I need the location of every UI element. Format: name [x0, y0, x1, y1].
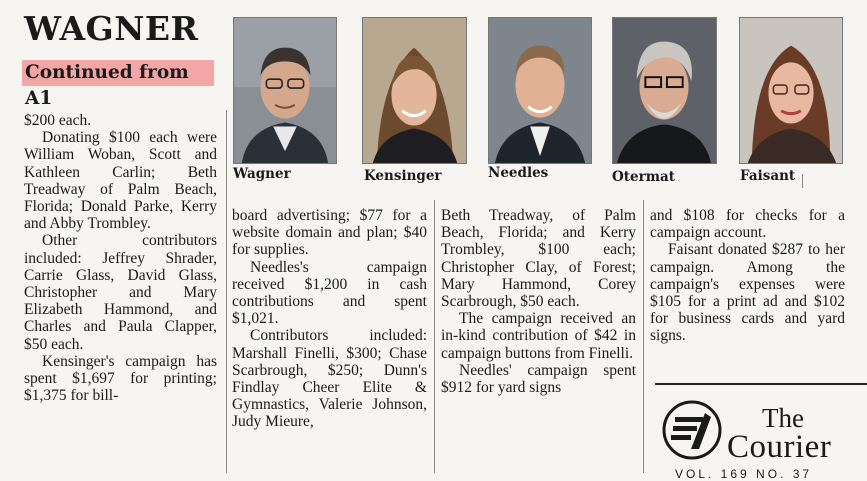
article-column-4 [650, 207, 845, 345]
column-rule [643, 200, 644, 473]
courier-logo-icon [661, 399, 723, 461]
column-rule [434, 200, 435, 473]
paragraph: $200 each. [24, 112, 92, 129]
column-rule [802, 174, 803, 188]
photo-faisant [739, 17, 843, 164]
continued-label: Continued from A1 [22, 60, 214, 86]
paragraph: Beth Treadway, of Palm Beach, Florida; and Kerry Trombley, $100 each; Christopher Clay, of Forest; Mary Hammond, Corey Scarbrough, $50 each. [441, 207, 636, 311]
paragraph: Kensinger's campaign has spent $1,697 for printing; $1,375 for bill- [24, 352, 217, 405]
paragraph: Needles's campaign received $1,200 in cash contributions and spent $1,021. [232, 258, 427, 328]
paragraph: Other contributors included: Jeffrey Shrader, Carrie Glass, David Glass, Christopher and Mary Elizabeth Hammond, and Charles and Paula Clapper, $50 each. [24, 232, 217, 353]
paragraph: The campaign received an in-kind contribution of $42 in campaign buttons from Finelli. [441, 310, 636, 362]
column-rule [226, 110, 227, 473]
logo-the: The [762, 403, 804, 433]
paragraph: and $108 for checks for a campaign account. [650, 207, 845, 242]
logo-courier: Courier [727, 429, 832, 465]
photo-wagner [233, 17, 337, 164]
photo-needles [488, 17, 592, 164]
paragraph: Needles' campaign spent $912 for yard signs [441, 361, 636, 397]
paragraph: Faisant donated $287 to her campaign. Among the campaign's expenses were $105 for a print ad and $102 for business cards and yard signs. [650, 241, 845, 345]
article-column-3 [441, 207, 636, 396]
paragraph: Donating $100 each were William Woban, Scott and Kathleen Carlin; Beth Treadway of Palm Beach, Florida; Donald Parke, Kerry and Abby Trombley. [24, 129, 217, 233]
photo-otermat [612, 17, 717, 164]
caption-kensinger: Kensinger [364, 168, 442, 184]
article-column-2 [232, 207, 427, 431]
caption-needles: Needles [488, 165, 549, 181]
photo-kensinger [362, 17, 467, 164]
headline: WAGNER [24, 9, 199, 48]
courier-logo [655, 383, 867, 481]
article-column-1 [24, 112, 217, 404]
caption-otermat: Otermat [612, 169, 675, 185]
paragraph: board advertising; $77 for a website domain and plan; $40 for supplies. [232, 207, 427, 259]
paragraph: Contributors included: Marshall Finelli, $300; Chase Scarbrough, $250; Dunn's Findlay Cheer Elite & Gymnastics, Valerie Johnson, Judy Mieure, [232, 327, 427, 431]
caption-faisant: Faisant [740, 168, 796, 184]
volume-number: VOL. 169 NO. 37 [675, 467, 813, 481]
caption-wagner: Wagner [233, 166, 291, 182]
